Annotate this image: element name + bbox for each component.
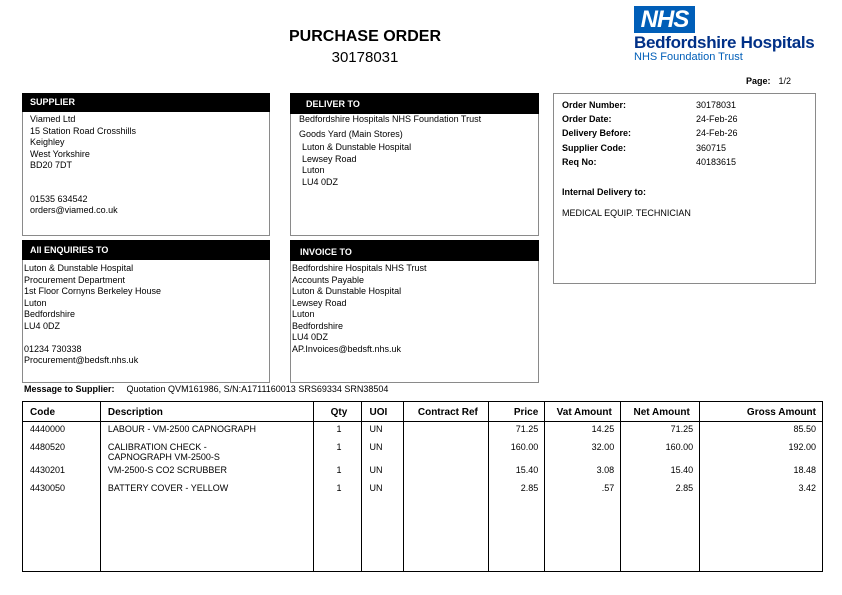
cell-description: LABOUR - VM-2500 CAPNOGRAPH	[100, 422, 313, 440]
internal-delivery-label: Internal Delivery to:	[562, 187, 647, 197]
message-text: Quotation QVM161986, S/N:A1711160013 SRS69334 SRN38504	[126, 384, 389, 394]
enquiries-phone: 01234 730338	[24, 343, 82, 354]
address-line: Luton	[292, 309, 315, 319]
address-line: Lewsey Road	[292, 297, 347, 308]
address-line: Bedfordshire	[24, 309, 76, 319]
col-header-uoi: UOI	[362, 402, 404, 422]
supplier-heading: SUPPLIER	[22, 93, 270, 112]
po-number: 30178031	[331, 49, 399, 66]
cell-qty: 1	[313, 422, 362, 440]
org-subtitle: NHS Foundation Trust	[634, 51, 743, 63]
message-label: Message to Supplier:	[24, 384, 115, 394]
col-header-vat: Vat Amount	[545, 402, 621, 422]
cell-contract-ref	[404, 463, 489, 481]
table-row	[23, 463, 823, 481]
cell-uoi: UN	[362, 481, 404, 499]
cell-vat: 14.25	[545, 422, 621, 440]
cell-net: 71.25	[621, 422, 700, 440]
supplier-phone: 01535 634542	[30, 193, 88, 204]
cell-gross: 3.42	[700, 481, 823, 499]
table-filler-row	[23, 499, 823, 572]
spacer	[30, 172, 136, 194]
address-line: LU4 0DZ	[302, 176, 339, 187]
cell-gross: 192.00	[700, 440, 823, 463]
enquiries-address	[24, 263, 161, 367]
spacer	[24, 332, 161, 344]
cell-code: 4480520	[23, 440, 101, 463]
line-items-table	[22, 401, 823, 572]
address-line: 1st Floor Cornyns Berkeley House	[24, 286, 162, 296]
org-name: Bedfordshire Hospitals	[634, 33, 815, 52]
address-line: Bedfordshire Hospitals NHS Trust	[292, 263, 427, 273]
page-label: Page:	[746, 76, 771, 86]
address-line: Accounts Payable	[292, 274, 365, 285]
cell-code: 4440000	[23, 422, 101, 440]
document-title: PURCHASE ORDER	[288, 28, 441, 45]
cell-gross: 85.50	[700, 422, 823, 440]
field-label: Supplier Code:	[562, 143, 627, 153]
field-label: Order Date:	[562, 114, 612, 124]
address-line: Luton & Dunstable Hospital	[292, 286, 402, 296]
description-line: CALIBRATION CHECK -	[107, 441, 207, 452]
invoice-email: AP.Invoices@bedsft.nhs.uk	[292, 343, 402, 354]
enquiries-email: Procurement@bedsft.nhs.uk	[24, 355, 139, 365]
cell-price: 2.85	[489, 481, 545, 499]
cell-price: 15.40	[489, 463, 545, 481]
col-header-code: Code	[23, 402, 101, 422]
address-line: Goods Yard (Main Stores)	[299, 128, 403, 139]
supplier-address	[30, 114, 136, 217]
address-line: Bedfordshire Hospitals NHS Foundation Trust	[299, 114, 482, 124]
address-line: Luton	[302, 165, 325, 175]
cell-price: 160.00	[489, 440, 545, 463]
cell-gross: 18.48	[700, 463, 823, 481]
cell-net: 2.85	[621, 481, 700, 499]
address-line: 15 Station Road Crosshills	[30, 125, 137, 136]
nhs-logo: NHS	[634, 6, 695, 33]
address-line: Bedfordshire	[292, 320, 344, 331]
address-line: Procurement Department	[24, 274, 126, 285]
cell-description: BATTERY COVER - YELLOW	[100, 481, 313, 499]
col-header-description: Description	[100, 402, 313, 422]
cell-qty: 1	[313, 481, 362, 499]
table-header-row	[23, 402, 823, 422]
cell-code: 4430201	[23, 463, 101, 481]
field-label: Order Number:	[562, 100, 627, 110]
address-line: Keighley	[30, 137, 65, 147]
col-header-price: Price	[489, 402, 545, 422]
address-line: Lewsey Road	[302, 153, 357, 164]
cell-vat: 32.00	[545, 440, 621, 463]
cell-uoi: UN	[362, 440, 404, 463]
cell-price: 71.25	[489, 422, 545, 440]
field-label: Req No:	[562, 157, 597, 167]
col-header-qty: Qty	[313, 402, 362, 422]
address-line: Luton & Dunstable Hospital	[24, 263, 134, 273]
cell-contract-ref	[404, 440, 489, 463]
page-indicator	[746, 76, 791, 86]
address-line: Luton	[24, 297, 47, 308]
supplier-email: orders@viamed.co.uk	[30, 205, 118, 215]
cell-uoi: UN	[362, 422, 404, 440]
field-value: 360715	[696, 143, 727, 153]
address-line: Luton & Dunstable Hospital	[302, 142, 412, 152]
cell-vat: .57	[545, 481, 621, 499]
cell-net: 15.40	[621, 463, 700, 481]
address-line: LU4 0DZ	[24, 320, 61, 331]
cell-description	[100, 440, 313, 463]
cell-uoi: UN	[362, 463, 404, 481]
invoice-to-address	[292, 263, 427, 355]
page-value: 1/2	[778, 76, 792, 86]
cell-contract-ref	[404, 481, 489, 499]
description-line: CAPNOGRAPH VM-2500-S	[107, 452, 220, 462]
field-value: 24-Feb-26	[696, 114, 738, 124]
field-label: Delivery Before:	[562, 128, 632, 138]
message-to-supplier	[24, 384, 388, 394]
cell-vat: 3.08	[545, 463, 621, 481]
cell-code: 4430050	[23, 481, 101, 499]
deliver-to-heading: DELIVER TO	[290, 93, 539, 114]
enquiries-heading: All ENQUIRIES TO	[22, 240, 270, 260]
invoice-to-heading: INVOICE TO	[290, 240, 539, 261]
internal-delivery-value: MEDICAL EQUIP. TECHNICIAN	[562, 208, 691, 218]
col-header-contract-ref: Contract Ref	[404, 402, 489, 422]
address-line: West Yorkshire	[30, 148, 90, 159]
address-line: BD20 7DT	[30, 160, 73, 170]
cell-qty: 1	[313, 440, 362, 463]
table-row	[23, 481, 823, 499]
cell-contract-ref	[404, 422, 489, 440]
cell-net: 160.00	[621, 440, 700, 463]
table-row	[23, 440, 823, 463]
field-value: 40183615	[696, 157, 737, 167]
cell-qty: 1	[313, 463, 362, 481]
cell-description: VM-2500-S CO2 SCRUBBER	[100, 463, 313, 481]
table-row	[23, 422, 823, 440]
field-value: 24-Feb-26	[696, 128, 738, 138]
deliver-to-address	[299, 114, 481, 188]
col-header-gross: Gross Amount	[700, 402, 823, 422]
address-line: LU4 0DZ	[292, 332, 329, 342]
col-header-net: Net Amount	[621, 402, 700, 422]
address-line: Viamed Ltd	[30, 114, 76, 124]
field-value: 30178031	[696, 100, 737, 110]
